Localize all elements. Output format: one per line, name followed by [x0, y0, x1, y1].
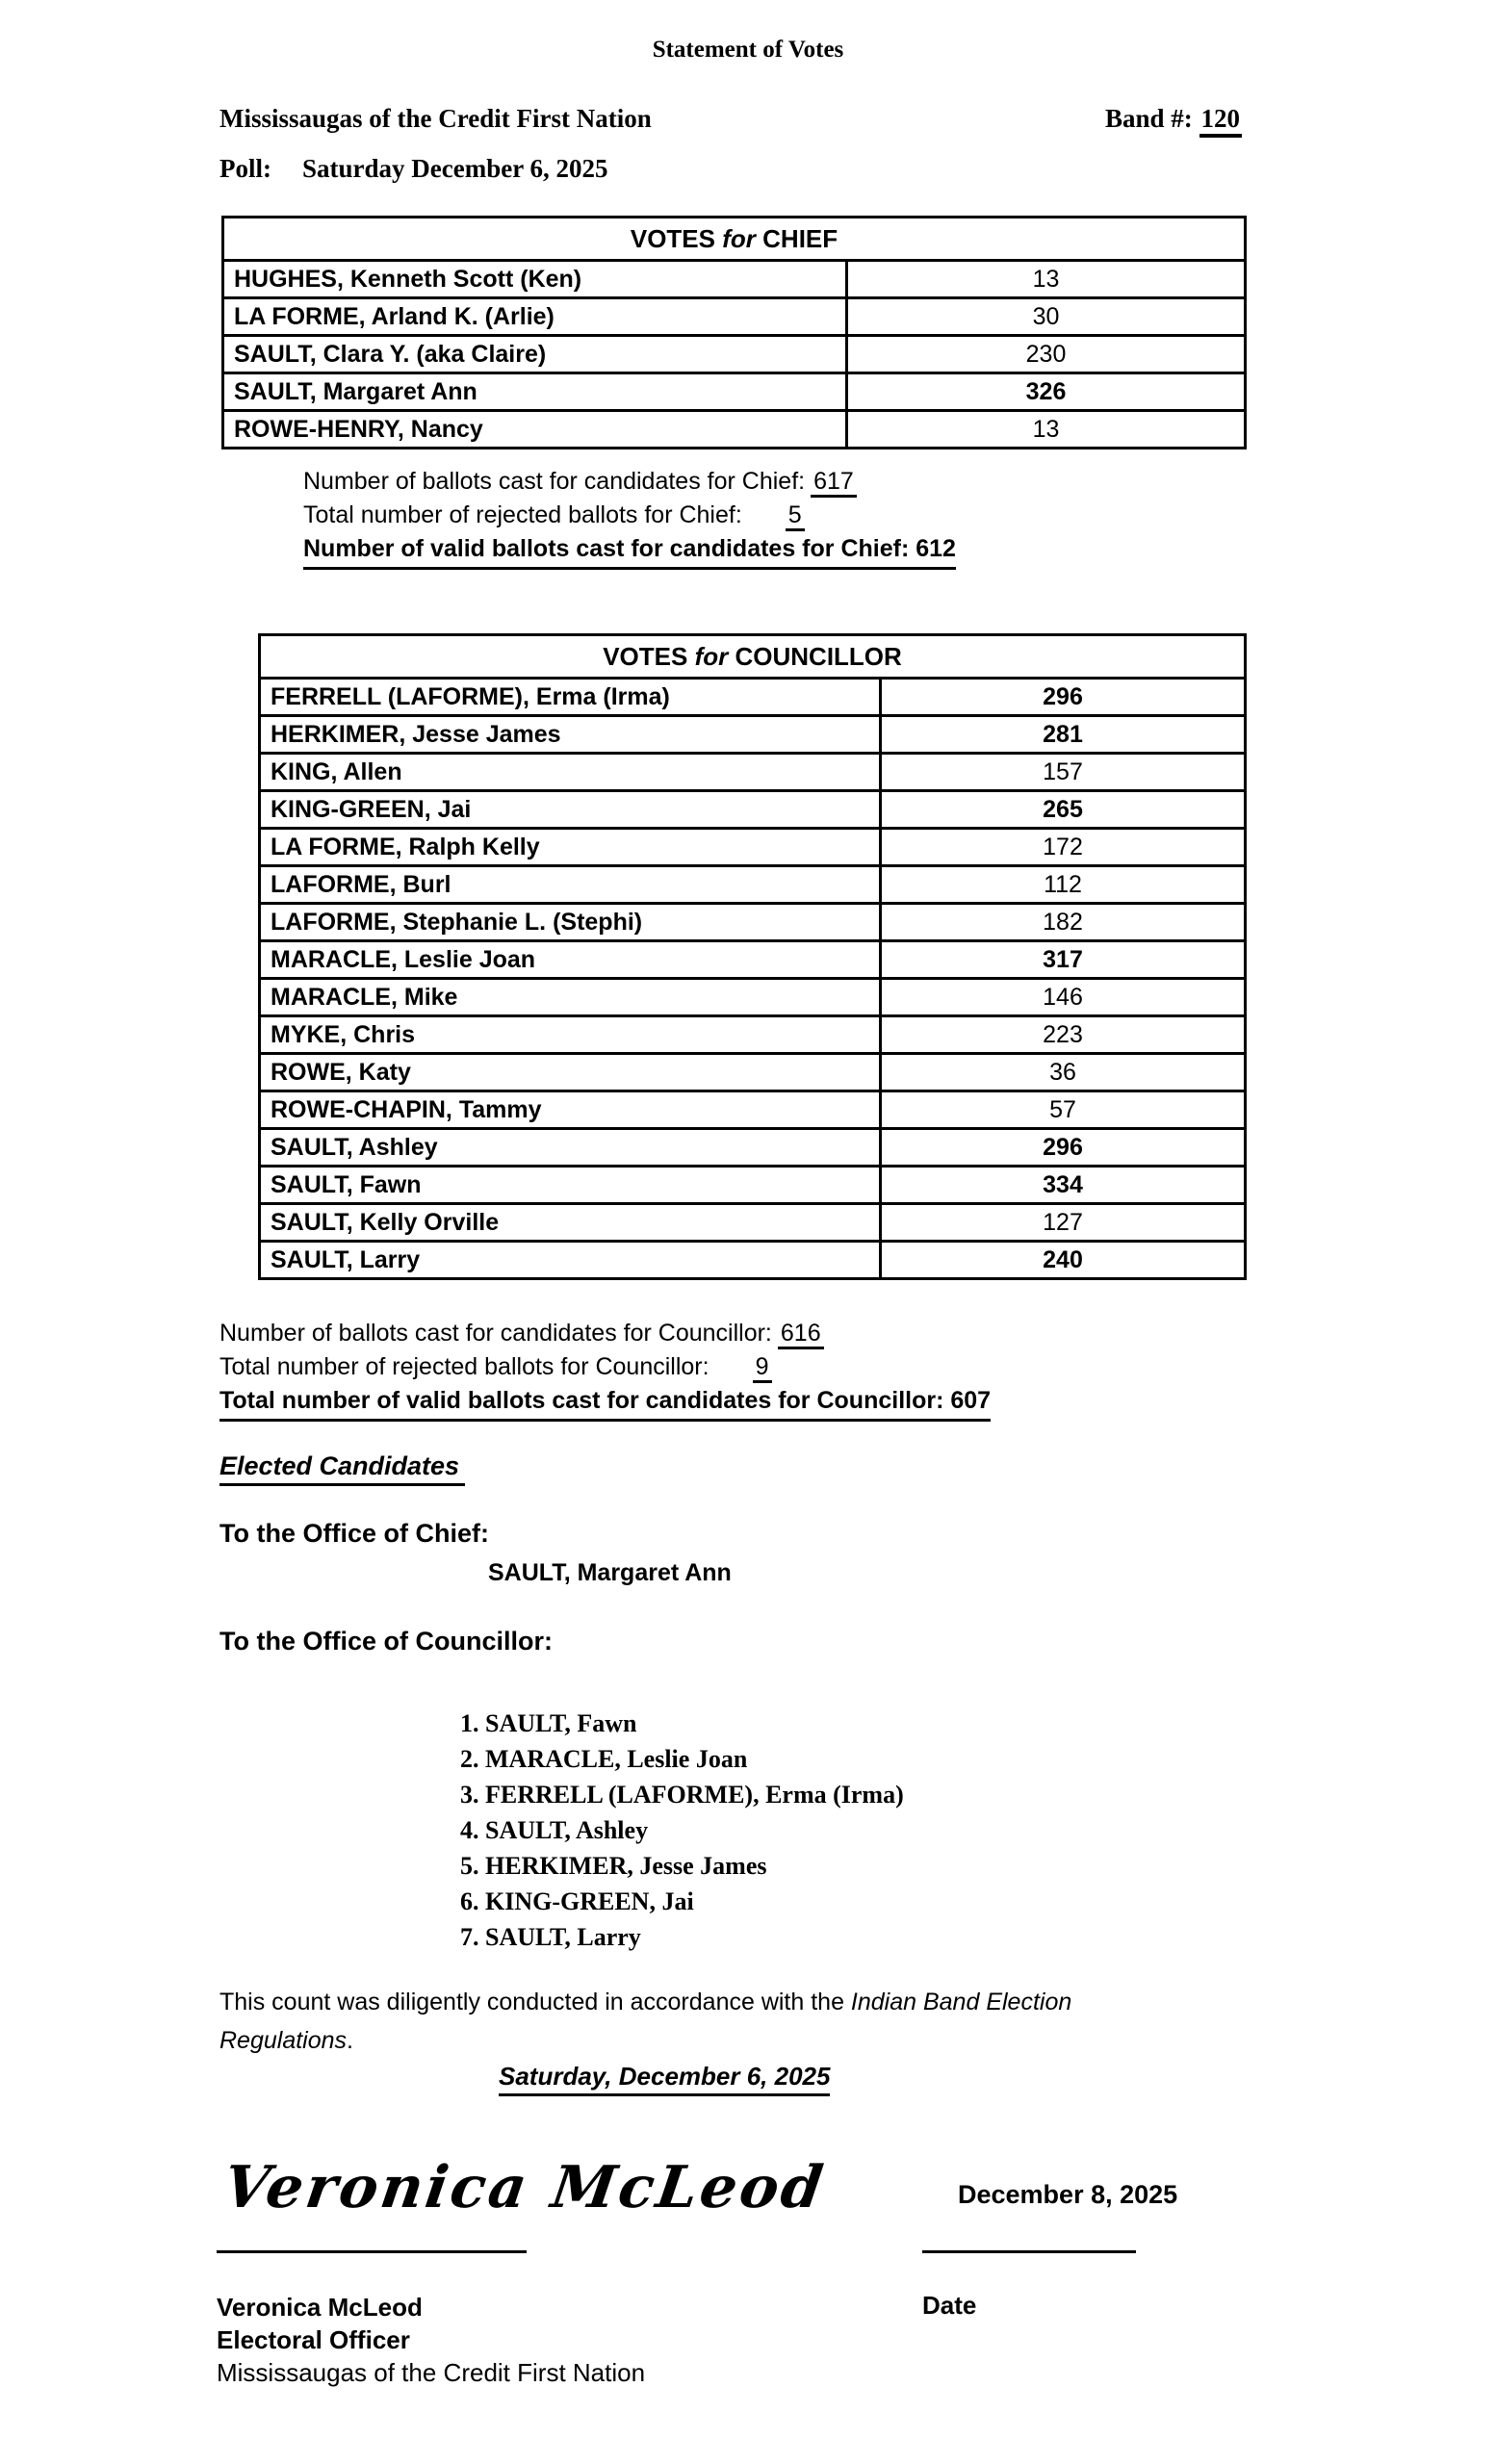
candidate-name: MARACLE, Leslie Joan [260, 941, 881, 979]
chief-ballot-summary [303, 465, 956, 570]
office-of-councillor-label: To the Office of Councillor: [219, 1627, 553, 1656]
chief-rejected-label: Total number of rejected ballots for Chief: [303, 501, 742, 528]
candidate-name: MARACLE, Mike [260, 979, 881, 1016]
elected-councillor-item: 5. HERKIMER, Jesse James [485, 1848, 904, 1884]
elected-councillor-item: 4. SAULT, Ashley [485, 1812, 904, 1848]
chief-cast-line [303, 465, 956, 499]
vote-count: 112 [881, 866, 1246, 904]
vote-count: 326 [847, 373, 1246, 411]
vote-count: 265 [881, 791, 1246, 829]
candidate-row [260, 1129, 1246, 1167]
table-header-row [260, 635, 1246, 679]
candidate-name: HERKIMER, Jesse James [260, 716, 881, 754]
candidate-row [260, 754, 1246, 791]
table-header-row [223, 218, 1246, 261]
candidate-row [223, 411, 1246, 449]
candidate-row [223, 261, 1246, 298]
elected-councillor-item: 2. MARACLE, Leslie Joan [485, 1741, 904, 1777]
candidate-name: ROWE, Katy [260, 1054, 881, 1091]
elected-candidates-heading [219, 1451, 465, 1486]
councillor-table-body [260, 679, 1246, 1279]
chief-cast-label: Number of ballots cast for candidates for Chief: [303, 468, 806, 495]
chief-cast-value: 617 [811, 468, 857, 498]
candidate-name: ROWE-CHAPIN, Tammy [260, 1091, 881, 1129]
table-title-votes: VOTES [603, 641, 688, 671]
chief-votes-table [221, 216, 1247, 449]
count-date-text: Saturday, December 6, 2025 [499, 2062, 830, 2096]
councillor-cast-label: Number of ballots cast for candidates for Councillor: [219, 1320, 772, 1347]
signed-date: December 8, 2025 [958, 2180, 1178, 2209]
table-title-for: for [722, 223, 756, 253]
vote-count: 172 [881, 829, 1246, 866]
vote-count: 230 [847, 336, 1246, 373]
candidate-row [223, 336, 1246, 373]
table-title-office: COUNCILLOR [735, 641, 902, 671]
vote-count: 13 [847, 261, 1246, 298]
closing-regulations-line1: Indian Band Election [850, 1989, 1072, 2015]
vote-count: 317 [881, 941, 1246, 979]
elected-councillor-item: 1. SAULT, Fawn [485, 1706, 904, 1741]
candidate-name: FERRELL (LAFORME), Erma (Irma) [260, 679, 881, 716]
candidate-row [260, 716, 1246, 754]
closing-statement-period: . [347, 2027, 353, 2054]
candidate-row [260, 866, 1246, 904]
vote-count: 296 [881, 679, 1246, 716]
candidate-row [260, 1242, 1246, 1279]
candidate-name: SAULT, Larry [260, 1242, 881, 1279]
candidate-name: SAULT, Clara Y. (aka Claire) [223, 336, 847, 373]
councillor-ballot-summary [219, 1317, 991, 1422]
candidate-name: LA FORME, Arland K. (Arlie) [223, 298, 847, 336]
councillor-rejected-value: 9 [753, 1353, 772, 1383]
organization-name: Mississaugas of the Credit First Nation [219, 104, 652, 133]
vote-count: 240 [881, 1242, 1246, 1279]
elected-councillor-item: 6. KING-GREEN, Jai [485, 1884, 904, 1919]
candidate-row [260, 904, 1246, 941]
chief-table-body [223, 261, 1246, 449]
chief-table-title [223, 218, 1246, 261]
candidate-row [260, 979, 1246, 1016]
vote-count: 13 [847, 411, 1246, 449]
vote-count: 281 [881, 716, 1246, 754]
candidate-name: KING-GREEN, Jai [260, 791, 881, 829]
signer-title: Electoral Officer [217, 2325, 410, 2354]
office-of-chief-label: To the Office of Chief: [219, 1519, 489, 1548]
table-title-for: for [694, 641, 729, 671]
candidate-name: KING, Allen [260, 754, 881, 791]
candidate-name: SAULT, Ashley [260, 1129, 881, 1167]
elected-candidates-heading-text: Elected Candidates [219, 1451, 465, 1486]
vote-count: 157 [881, 754, 1246, 791]
candidate-row [260, 829, 1246, 866]
vote-count: 223 [881, 1016, 1246, 1054]
signature-line [217, 2250, 527, 2253]
signer-organization: Mississaugas of the Credit First Nation [217, 2358, 646, 2387]
candidate-row [260, 941, 1246, 979]
candidate-name: SAULT, Kelly Orville [260, 1204, 881, 1242]
band-number-value: 120 [1199, 104, 1243, 138]
candidate-name: MYKE, Chris [260, 1016, 881, 1054]
candidate-row [260, 1054, 1246, 1091]
date-line [922, 2250, 1136, 2253]
poll-date: Saturday December 6, 2025 [302, 154, 608, 183]
candidate-name: LAFORME, Burl [260, 866, 881, 904]
candidate-row [223, 373, 1246, 411]
elected-chief-name: SAULT, Margaret Ann [488, 1559, 732, 1586]
vote-count: 296 [881, 1129, 1246, 1167]
chief-rejected-line [303, 499, 956, 532]
elected-councillors-list [435, 1706, 904, 1955]
table-title-office: CHIEF [762, 223, 838, 253]
chief-rejected-value: 5 [786, 501, 805, 531]
candidate-name: SAULT, Fawn [260, 1167, 881, 1204]
councillor-valid-text: Total number of valid ballots cast for candidates for Councillor: 607 [219, 1384, 991, 1422]
candidate-row [223, 298, 1246, 336]
candidate-row [260, 1204, 1246, 1242]
date-label: Date [922, 2291, 977, 2320]
candidate-row [260, 791, 1246, 829]
signer-name: Veronica McLeod [217, 2293, 423, 2322]
poll-line [219, 154, 607, 184]
vote-count: 30 [847, 298, 1246, 336]
candidate-row [260, 1167, 1246, 1204]
candidate-row [260, 1016, 1246, 1054]
candidate-name: SAULT, Margaret Ann [223, 373, 847, 411]
councillor-cast-line [219, 1317, 991, 1350]
chief-valid-line [303, 532, 956, 570]
signer-identity-block [217, 2291, 645, 2389]
candidate-row [260, 1091, 1246, 1129]
chief-valid-text: Number of valid ballots cast for candidates for Chief: 612 [303, 532, 956, 570]
count-date-line [499, 2062, 830, 2096]
councillor-valid-line [219, 1384, 991, 1422]
closing-statement [219, 1983, 1071, 2060]
elected-councillor-item: 7. SAULT, Larry [485, 1919, 904, 1955]
elected-councillor-item: 3. FERRELL (LAFORME), Erma (Irma) [485, 1777, 904, 1812]
vote-count: 182 [881, 904, 1246, 941]
candidate-name: LA FORME, Ralph Kelly [260, 829, 881, 866]
closing-regulations-line2: Regulations [219, 2027, 348, 2054]
vote-count: 146 [881, 979, 1246, 1016]
councillor-table-title [260, 635, 1246, 679]
candidate-name: ROWE-HENRY, Nancy [223, 411, 847, 449]
document-title: Statement of Votes [652, 37, 844, 63]
councillor-rejected-label: Total number of rejected ballots for Councillor: [219, 1353, 709, 1380]
closing-statement-prefix: This count was diligently conducted in accordance with the [219, 1989, 851, 2015]
table-title-votes: VOTES [630, 223, 715, 253]
elected-councillors-ol [435, 1706, 904, 1955]
candidate-name: HUGHES, Kenneth Scott (Ken) [223, 261, 847, 298]
councillor-cast-value: 616 [778, 1320, 824, 1349]
councillor-rejected-line [219, 1350, 991, 1384]
vote-count: 36 [881, 1054, 1246, 1091]
vote-count: 127 [881, 1204, 1246, 1242]
band-number-line [1105, 104, 1242, 134]
councillor-votes-table [258, 633, 1247, 1280]
poll-label: Poll: [219, 154, 271, 183]
handwritten-signature: Veronica McLeod [219, 2154, 830, 2221]
candidate-name: LAFORME, Stephanie L. (Stephi) [260, 904, 881, 941]
band-label: Band #: [1105, 104, 1193, 133]
candidate-row [260, 679, 1246, 716]
vote-count: 334 [881, 1167, 1246, 1204]
vote-count: 57 [881, 1091, 1246, 1129]
